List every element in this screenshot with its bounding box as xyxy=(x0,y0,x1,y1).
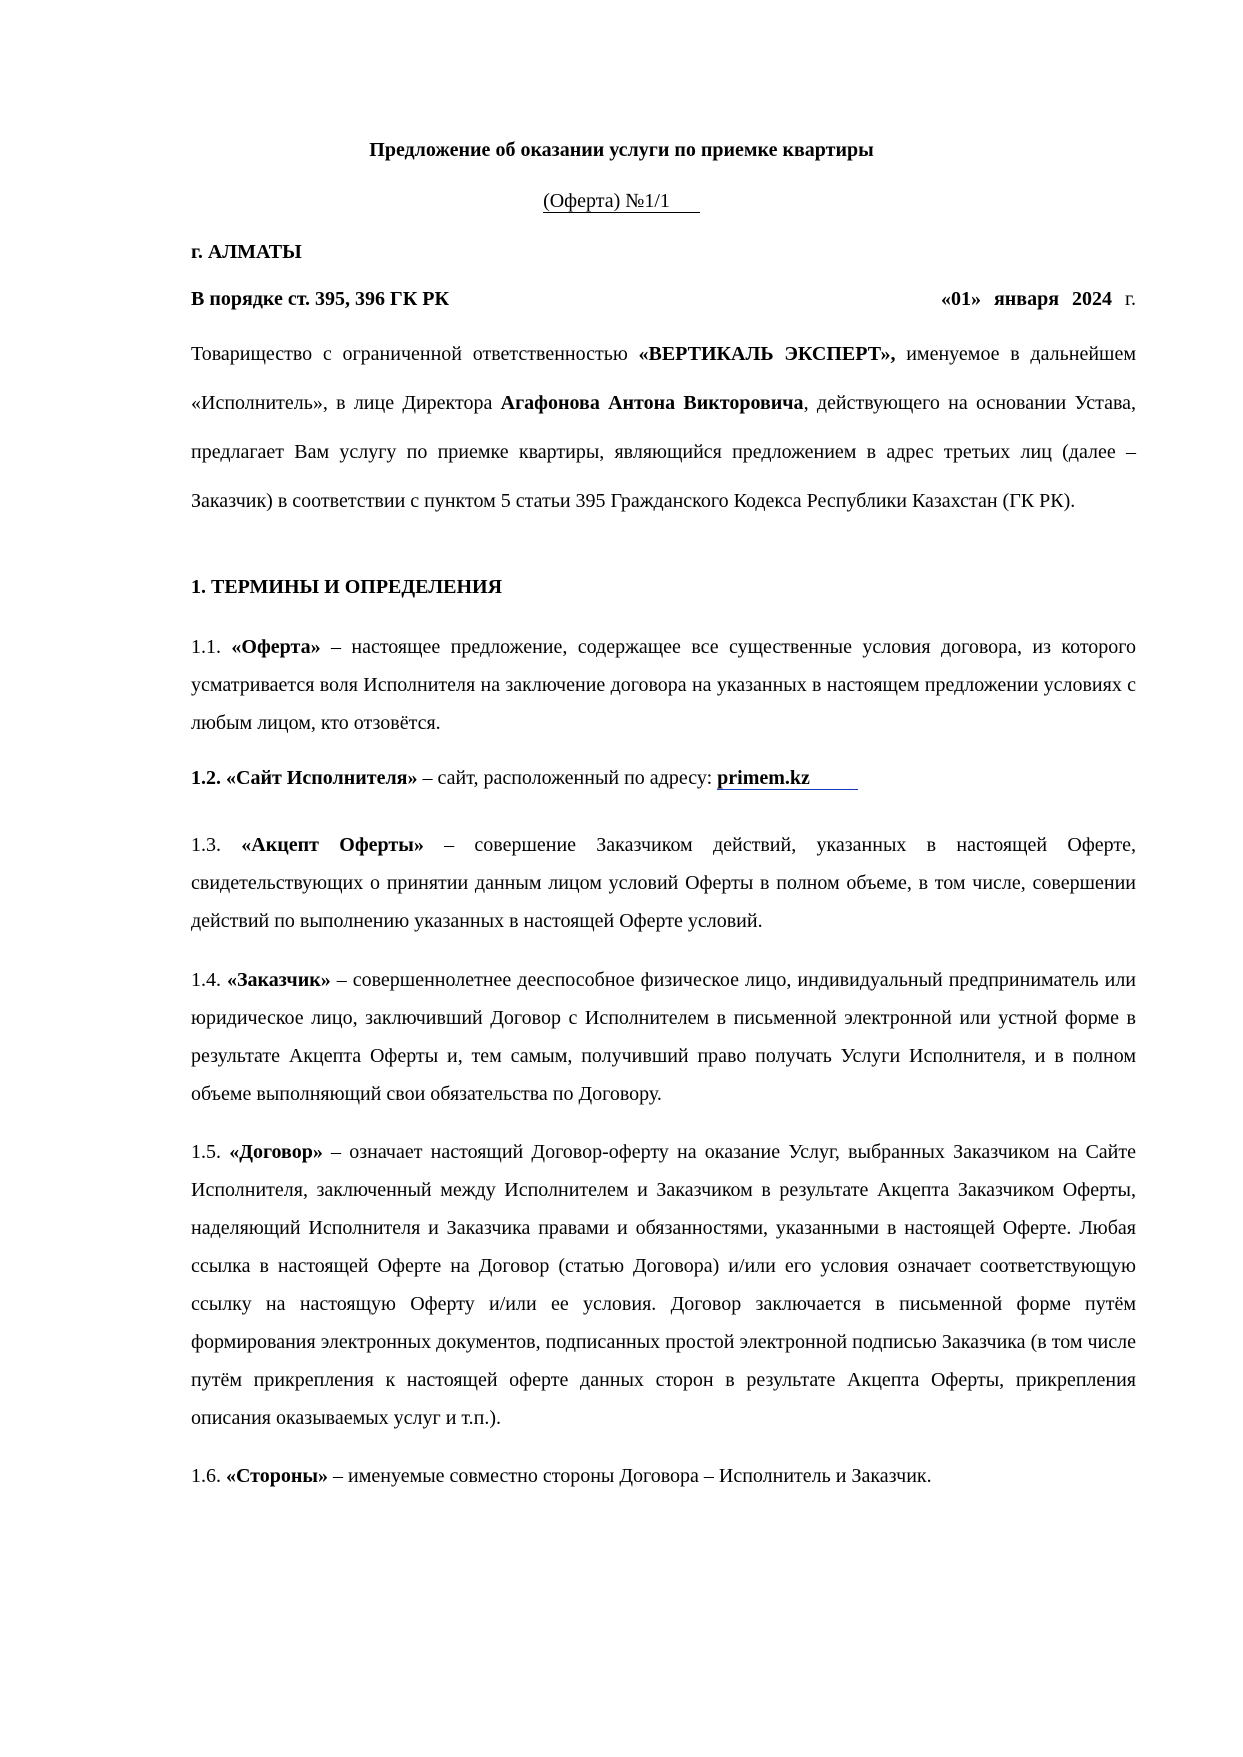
clause-1-6: 1.6. «Стороны» – именуемые совместно стороны Договора – Исполнитель и Заказчик. xyxy=(191,1465,932,1487)
clause-1-5: 1.5. «Договор» – означает настоящий Договор-оферту на оказание Услуг, выбранных Заказчиком на Сайте Исполнителя, заключенный между Исполнителем и Заказчиком в результате Акцепта Заказчиком Оферты, наделяющий Исполнителя и Заказчика правами и обязанностями, указанными в настоящей Оферте. Любая ссылка в настоящей Оферте на Договор (статью Договора) и/или его условия означает соответствующую ссылку на настоящую Оферту и/или ее условия. Договор заключается в письменной форме путём формирования электронных документов, подписанных простой электронной подписью Заказчика (в том числе путём прикрепления к настоящей оферте данных сторон в результате Акцепта Оферты, прикрепления описания оказываемых услуг и т.п.). xyxy=(191,1141,1137,1429)
document-title: Предложение об оказании услуги по приемке квартиры xyxy=(369,139,874,161)
term-customer: «Заказчик» xyxy=(227,969,331,991)
basis-row xyxy=(191,287,1136,311)
offer-number: (Оферта) №1/1 xyxy=(543,190,700,213)
city: г. АЛМАТЫ xyxy=(191,241,302,263)
term-site: «Сайт Исполнителя» xyxy=(226,767,418,789)
section-heading: 1. ТЕРМИНЫ И ОПРЕДЕЛЕНИЯ xyxy=(191,576,503,598)
clause-1-2: 1.2. «Сайт Исполнителя» – сайт, расположенный по адресу: primem.kz xyxy=(191,766,1136,790)
document-subtitle xyxy=(0,189,1243,213)
intro-paragraph: Товарищество с ограниченной ответственностью «ВЕРТИКАЛЬ ЭКСПЕРТ», именуемое в дальнейшем «Исполнитель», в лице Директора Агафонова Антона Викторовича, действующего на основании Устава, предлагает Вам услугу по приемке квартиры, являющийся предложением в адрес третьих лиц (далее – Заказчик) в соответствии с пунктом 5 статьи 395 Гражданского Кодекса Республики Казахстан (ГК РК). xyxy=(191,343,1137,512)
company-name: «ВЕРТИКАЛЬ ЭКСПЕРТ», xyxy=(638,343,896,365)
date-month: января xyxy=(993,288,1060,310)
legal-basis: В порядке ст. 395, 396 ГК РК xyxy=(191,288,449,310)
term-acceptance: «Акцепт Оферты» xyxy=(241,834,424,856)
term-offer: «Оферта» xyxy=(231,636,321,658)
director-name: Агафонова Антона Викторовича xyxy=(500,392,804,414)
document-date xyxy=(941,287,1136,311)
clause-1-3: 1.3. «Акцепт Оферты» – совершение Заказчиком действий, указанных в настоящей Оферте, свидетельствующих о принятии данным лицом условий Оферты в полном объеме, в том числе, совершении действий по выполнению указанных в настоящей Оферте условий. xyxy=(191,834,1137,932)
site-link[interactable]: primem.kz xyxy=(717,767,858,790)
date-suffix: г. xyxy=(1125,288,1136,310)
date-day: «01» xyxy=(940,288,981,310)
term-contract: «Договор» xyxy=(229,1141,323,1163)
term-parties: «Стороны» xyxy=(226,1465,329,1487)
clause-1-1: 1.1. «Оферта» – настоящее предложение, содержащее все существенные условия договора, из которого усматривается воля Исполнителя на заключение договора на указанных в настоящем предложении условиях с любым лицом, кто отзовётся. xyxy=(191,636,1137,734)
clause-1-4: 1.4. «Заказчик» – совершеннолетнее дееспособное физическое лицо, индивидуальный предприниматель или юридическое лицо, заключивший Договор с Исполнителем в письменной электронной или устной форме в результате Акцепта Оферты и, тем самым, получивший право получать Услуги Исполнителя, и в полном объеме выполняющий свои обязательства по Договору. xyxy=(191,969,1137,1105)
date-year: 2024 xyxy=(1072,288,1113,310)
